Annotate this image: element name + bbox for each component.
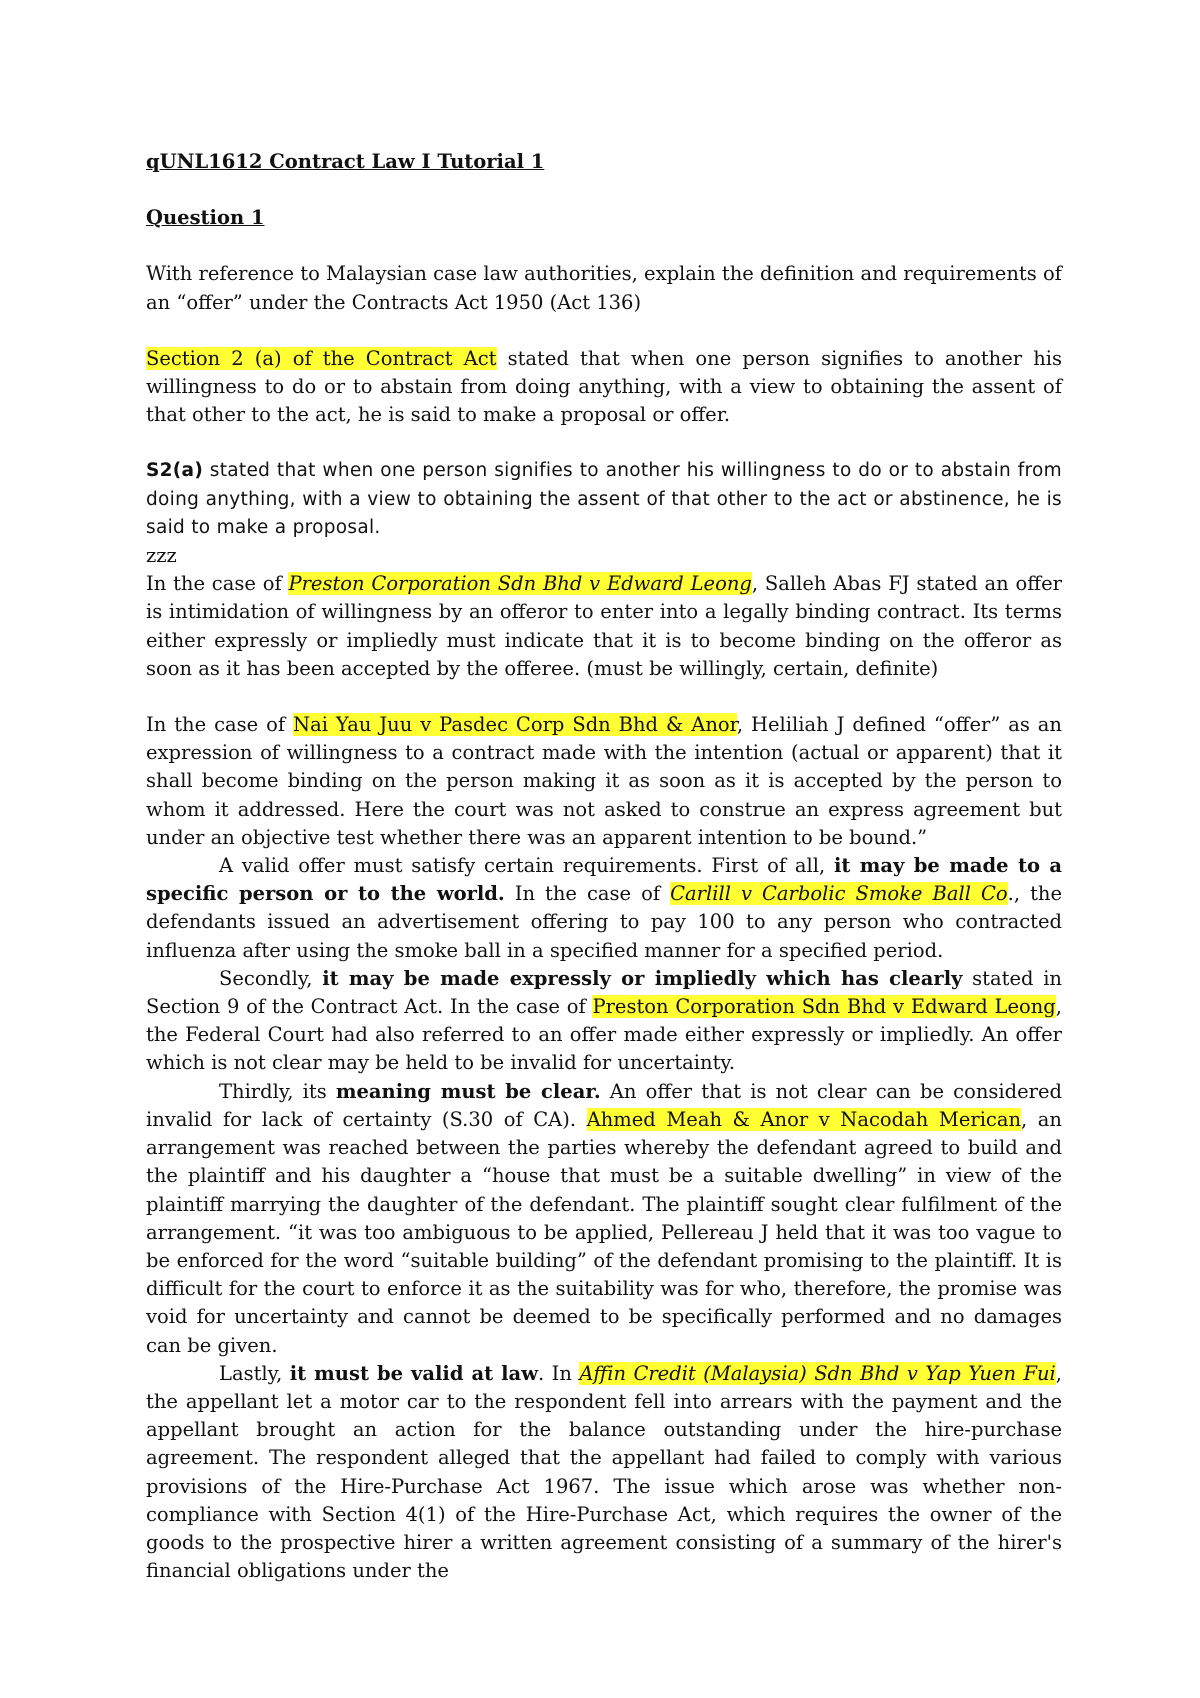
paragraph-text: , Salleh Abas FJ stated an offer is intimidation of willingness by an offeror to enter into a legally binding contract. Its terms either expressly or impliedly must indicate that it is to become binding on the offeror as soon as it has been accepted by the offeree. (must be willingly, certain, definite) (146, 572, 1062, 680)
question-text: With reference to Malaysian case law authorities, explain the definition and requirements of an “offer” under the Contracts Act 1950 (Act 136) (146, 262, 1062, 314)
paragraph-text: stated in Section 9 of the Contract Act. In the case of (146, 966, 1062, 1019)
case-name-affin-credit: Affin Credit (Malaysia) Sdn Bhd v Yap Yuen Fui (579, 1361, 1056, 1385)
paragraph-text: , the Federal Court had also referred to an offer made either expressly or impliedly. An offer which is not clear may be held to be invalid for uncertainty. (146, 995, 1062, 1075)
paragraph-text: Thirdly, its (219, 1079, 336, 1103)
bold-s2a: S2(a) (146, 460, 204, 482)
paragraph-text: , Heliliah J defined “offer” as an expression of willingness to a contract made with the intention (actual or apparent) that it shall become binding on the person making it as soon as it is accepted by the person to whom it addressed. Here the court was not asked to construe an express agreement but under an objective test whether there was an apparent intention to be bound.” (146, 713, 1062, 849)
paragraph-third-requirement (146, 1078, 1062, 1360)
bold-requirement: it must be valid at law (289, 1361, 538, 1385)
question-heading: Question 1 (146, 206, 265, 230)
zzz-line: zzz (146, 544, 177, 568)
paragraph-fourth-requirement (146, 1360, 1062, 1586)
paragraph-text: , an arrangement was reached between the parties whereby the defendant agreed to build and the plaintiff and his daughter a “house that must be a suitable dwelling” in view of the plaintiff marrying the daughter of the defendant. The plaintiff sought clear fulfilment of the arrangement. “it was too ambiguous to be applied, Pellereau J held that it was too vague to be enforced for the word “suitable building” of the defendant promising to the plaintiff. It is difficult for the court to enforce it as the suitability was for who, therefore, the promise was void for uncertainty and cannot be deemed to be specifically performed and no damages can be given. (146, 1107, 1062, 1357)
highlight-section-ref: Section 2 (a) of the Contract Act (146, 346, 497, 370)
case-name-carlill: Carlill v Carbolic Smoke Ball Co (670, 882, 1008, 906)
paragraph-text: ., the defendants issued an advertisement offering to pay 100 to any person who contracted influenza after using the smoke ball in a specified manner for a specified period. (146, 882, 1063, 962)
paragraph-text: stated that when one person signifies to another his willingness to do or to abstain from doing anything, with a view to obtaining the assent of that other to the act or abstinence, he is said to make a proposal. (146, 460, 1062, 538)
case-name-preston: Preston Corporation Sdn Bhd v Edward Leong (288, 572, 752, 596)
case-name-nai-yau-juu: Nai Yau Juu v Pasdec Corp Sdn Bhd & Anor (293, 713, 737, 737)
case-name-ahmed-meah: Ahmed Meah & Anor v Nacodah Merican (586, 1107, 1022, 1131)
bold-requirement: it may be made expressly or impliedly which has clearly (322, 966, 963, 990)
paragraph-text: An offer that is not clear can be considered invalid for lack of certainty (S.30 of CA). (146, 1079, 1063, 1131)
paragraph-section-2a (146, 345, 1062, 430)
document-page (146, 148, 1062, 1585)
paragraph-second-requirement (146, 965, 1062, 1078)
paragraph-text: , the appellant let a motor car to the respondent fell into arrears with the payment and the appellant brought an action for the balance outstanding under the hire-purchase agreement. The respondent alleged that the appellant had failed to comply with various provisions of the Hire-Purchase Act 1967. The issue which arose was whether non-compliance with Section 4(1) of the Hire-Purchase Act, which requires the owner of the goods to the prospective hirer a written agreement consisting of a summary of the hirer's financial obligations under the (146, 1361, 1062, 1583)
paragraph-preston (146, 570, 1062, 683)
document-title: qUNL1612 Contract Law I Tutorial 1 (146, 150, 545, 173)
paragraph-text: Secondly, (219, 966, 323, 990)
paragraph-text: Lastly, (219, 1361, 290, 1385)
paragraph-text: A valid offer must satisfy certain requirements. First of all, (219, 854, 834, 878)
paragraph-first-requirement (146, 852, 1062, 965)
paragraph-text: stated that when one person signifies to another his willingness to do or to abstain from doing anything, with a view to obtaining the assent of that other to the act, he is said to make a proposal or offer. (146, 346, 1062, 427)
paragraph-s2a (146, 457, 1062, 542)
paragraph-text: In the case of (146, 713, 293, 737)
bold-requirement: meaning must be clear. (335, 1079, 601, 1103)
case-name-preston: Preston Corporation Sdn Bhd v Edward Leong (592, 995, 1056, 1019)
paragraph-text: In the case of (504, 882, 671, 906)
bold-requirement: it may be made to a specific person or to the world. (146, 854, 1062, 906)
paragraph-nai-yau-juu (146, 711, 1062, 852)
paragraph-text: . In (537, 1361, 580, 1385)
paragraph-text: In the case of (146, 572, 289, 596)
